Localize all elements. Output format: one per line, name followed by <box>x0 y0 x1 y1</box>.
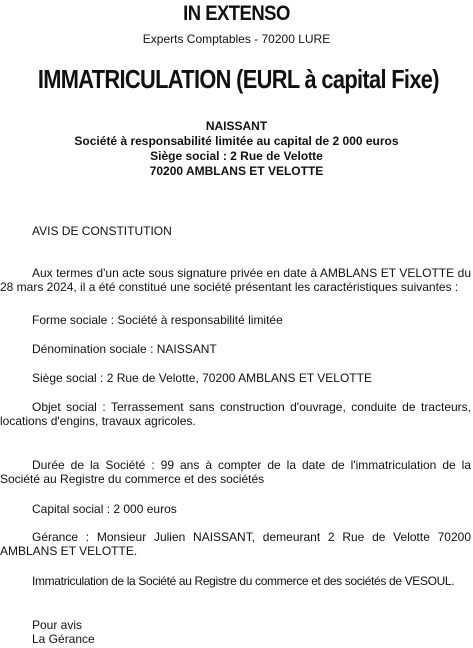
notice-denomination: Dénomination sociale : NAISSANT <box>32 342 217 356</box>
firm-subtitle: Experts Comptables - 70200 LURE <box>142 32 331 46</box>
notice-headline: IMMATRICULATION (EURL à capital Fixe) <box>37 64 439 94</box>
notice-immatriculation: Immatriculation de la Société au Registre du commerce et des sociétés de VESOUL. <box>32 574 455 588</box>
closing-pour-avis: Pour avis <box>32 618 83 632</box>
notice-objet: Objet social : Terrassement sans construction d'ouvrage, conduite de tracteurs, locations d'engins, travaux agricoles. <box>0 400 471 428</box>
notice-capital: Capital social : 2 000 euros <box>32 502 177 516</box>
notice-title: AVIS DE CONSTITUTION <box>32 224 172 238</box>
company-summary <box>0 119 473 179</box>
notice-intro: Aux termes d'un acte sous signature privée en date à AMBLANS ET VELOTTE du 28 mars 2024, il a été constitué une société présentant les caractéristiques suivantes : <box>0 266 471 294</box>
closing-signatory: La Gérance <box>32 632 95 646</box>
notice-siege: Siège social : 2 Rue de Velotte, 70200 AMBLANS ET VELOTTE <box>32 371 372 385</box>
notice-forme: Forme sociale : Société à responsabilité limitée <box>32 313 283 327</box>
notice-duree: Durée de la Société : 99 ans à compter de la date de l'immatriculation de la Société au Registre du commerce et des sociétés <box>0 458 471 486</box>
company-city-line: 70200 AMBLANS ET VELOTTE <box>149 164 324 178</box>
firm-name: IN EXTENSO <box>183 2 290 25</box>
company-seat-line: Siège social : 2 Rue de Velotte <box>150 149 323 163</box>
company-form-line: Société à responsabilité limitée au capital de 2 000 euros <box>74 134 399 148</box>
notice-gerance: Gérance : Monsieur Julien NAISSANT, demeurant 2 Rue de Velotte 70200 AMBLANS ET VELOTTE. <box>0 530 471 558</box>
company-name: NAISSANT <box>205 119 268 133</box>
